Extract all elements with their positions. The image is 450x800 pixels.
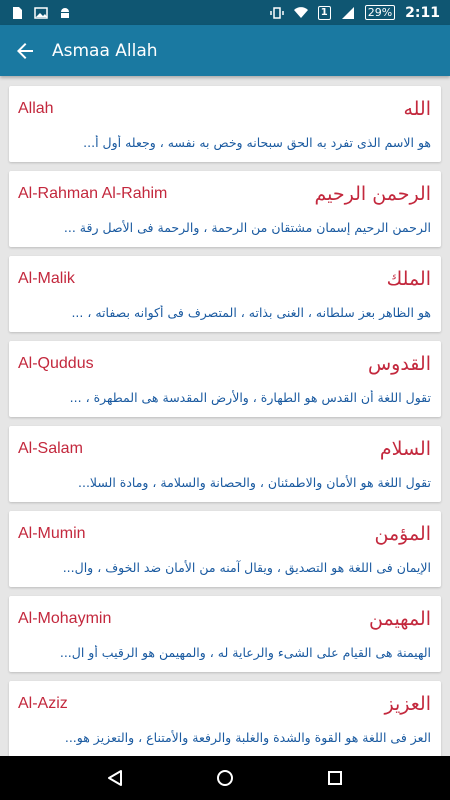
name-description: العز فى اللغة هو القوة والشدة والغلبة والرفعة والأمتناع ، والتعزيز هو...	[64, 730, 431, 745]
name-english: Al-Mumin	[18, 525, 86, 542]
sim-badge: 1	[318, 6, 331, 20]
arrow-left-icon	[15, 41, 35, 61]
android-icon	[58, 6, 72, 20]
name-arabic: الرحمن الرحيم	[314, 183, 431, 205]
name-arabic: المؤمن	[374, 523, 431, 545]
name-description: تقول اللغة هو الأمان والاطمئنان ، والحصانة والسلامة ، ومادة السلا...	[78, 475, 431, 490]
name-description: الرحمن الرحيم إسمان مشتقان من الرحمة ، والرحمة فى الأصل رقة ...	[63, 220, 431, 235]
name-description: هو الاسم الذى تفرد به الحق سبحانه وخص به نفسه ، وجعله أول أ...	[83, 135, 431, 150]
notification-icons	[10, 6, 72, 20]
system-nav-bar	[0, 756, 450, 800]
list-item[interactable]	[9, 341, 441, 417]
name-arabic: القدوس	[367, 353, 431, 375]
vibrate-icon	[270, 6, 284, 20]
list-item[interactable]	[9, 681, 441, 756]
list-item[interactable]	[9, 256, 441, 332]
name-description: الإيمان فى اللغة هو التصديق ، ويقال آمنه من الأمان ضد الخوف ، وال...	[62, 560, 431, 575]
wifi-icon	[294, 6, 308, 20]
name-description: هو الظاهر بعز سلطانه ، الغنى بذاته ، المتصرف فى أكوانه بصفاته ، ...	[71, 305, 431, 320]
names-list[interactable]	[0, 76, 450, 756]
image-icon	[34, 6, 48, 20]
name-description: الهيمنة هى القيام على الشىء والرعاية له ، والمهيمن هو الرقيب أو ال...	[59, 645, 431, 660]
back-triangle-icon	[106, 769, 124, 787]
name-arabic: المهيمن	[369, 608, 431, 630]
list-item[interactable]	[9, 596, 441, 672]
list-item[interactable]	[9, 511, 441, 587]
app-bar	[0, 25, 450, 76]
list-item[interactable]	[9, 426, 441, 502]
sd-card-icon	[10, 6, 24, 20]
back-button[interactable]	[0, 25, 50, 76]
nav-back-button[interactable]	[95, 758, 135, 798]
name-english: Al-Quddus	[18, 355, 94, 372]
name-english: Al-Rahman Al-Rahim	[18, 185, 168, 202]
nav-recents-button[interactable]	[315, 758, 355, 798]
name-english: Al-Mohaymin	[18, 610, 112, 627]
name-english: Al-Salam	[18, 440, 83, 457]
list-item[interactable]	[9, 171, 441, 247]
home-circle-icon	[216, 769, 234, 787]
name-english: Allah	[18, 100, 54, 117]
name-arabic: الله	[403, 98, 431, 120]
system-icons	[270, 5, 440, 21]
clock: 2:11	[405, 4, 440, 21]
nav-home-button[interactable]	[205, 758, 245, 798]
name-arabic: العزيز	[384, 693, 431, 715]
name-arabic: الملك	[386, 268, 431, 290]
page-title: Asmaa Allah	[52, 40, 158, 61]
name-arabic: السلام	[379, 438, 431, 460]
status-bar	[0, 0, 450, 25]
battery-level: 29%	[365, 5, 395, 20]
signal-icon	[341, 6, 355, 20]
recents-square-icon	[327, 770, 343, 786]
list-item[interactable]	[9, 86, 441, 162]
name-english: Al-Aziz	[18, 695, 68, 712]
name-english: Al-Malik	[18, 270, 75, 287]
name-description: تقول اللغة أن القدس هو الطهارة ، والأرض المقدسة هى المطهرة ، ...	[69, 390, 431, 405]
